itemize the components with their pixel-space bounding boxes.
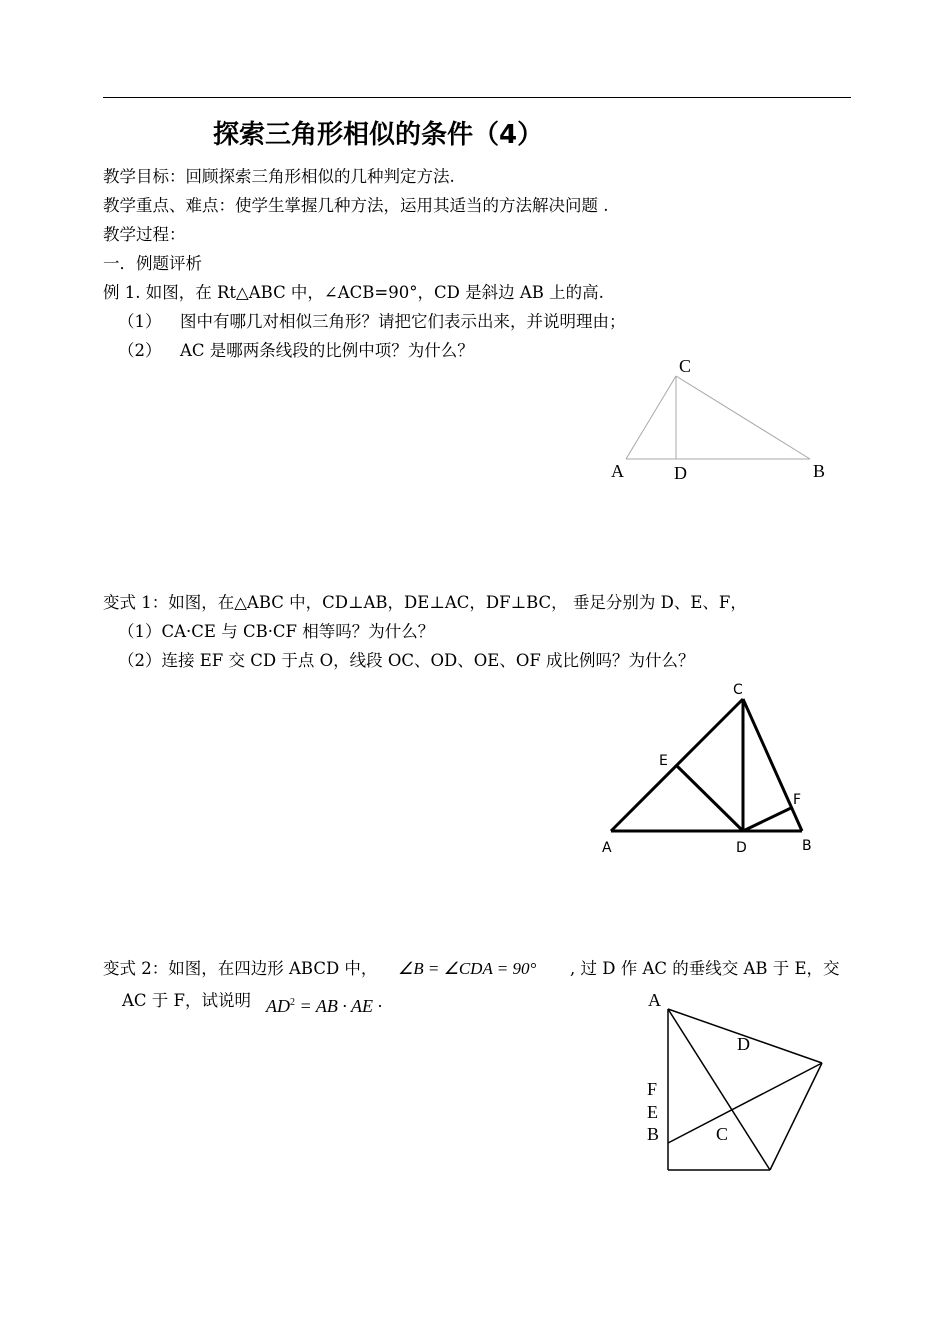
example1-stem: 例 1. 如图，在 Rt△ABC 中，∠ACB=90°，CD 是斜边 AB 上的高. [103,283,604,302]
segment-cb [676,376,810,459]
label-d: D [674,463,687,483]
variant2-formula-proof [266,992,382,1017]
label-c: C [733,682,743,698]
section-heading: 一．例题评析 [103,254,202,273]
segment-ac [626,376,676,459]
example1-q2-number: （2） [118,341,162,360]
variant2-stem-part2: , 过 D 作 AC 的垂线交 AB 于 E，交 [570,959,840,978]
segment-ac [668,1009,770,1170]
teaching-keypoints: 教学重点、难点：使学生掌握几种方法，运用其适当的方法解决问题 . [103,196,609,215]
example1-q2: AC 是哪两条线段的比例中项？为什么？ [180,341,474,360]
example1-q1: 图中有哪几对相似三角形？请把它们表示出来，并说明理由； [180,312,626,331]
label-c: C [679,356,692,376]
segment-dc [770,1063,822,1170]
teaching-objective: 教学目标：回顾探索三角形相似的几种判定方法. [103,167,455,186]
example1-figure [600,350,840,490]
label-f: F [647,1079,658,1099]
label-d: D [736,840,747,856]
segment-cb [743,699,802,831]
formula-exponent: 2 [290,997,295,1008]
variant2-formula-angles: ∠B = ∠CDA = 90° [398,959,537,978]
variant1-q2: （2）连接 EF 交 CD 于点 O，线段 OC、OD、OE、OF 成比例吗？为什么？ [118,651,695,670]
variant1-figure [595,675,825,860]
label-d: D [737,1034,750,1054]
variant2-stem-part1: 变式 2：如图，在四边形 ABCD 中， [103,959,378,978]
label-b: B [647,1124,660,1144]
teaching-process: 教学过程： [103,225,186,244]
variant2-figure [635,985,840,1180]
header-rule [103,97,851,98]
label-a: A [611,461,624,481]
variant2-stem-line2: AC 于 F，试说明 [122,991,251,1010]
page-title: 探索三角形相似的条件（4） [213,120,544,150]
label-b: B [802,838,812,854]
label-b: B [813,461,826,481]
label-a: A [602,840,612,856]
segment-de [677,766,743,831]
formula-lhs: AD [266,996,290,1016]
label-a: A [648,990,661,1010]
label-e: E [659,753,668,769]
segment-df [743,808,791,831]
variant1-stem: 变式 1：如图，在△ABC 中，CD⊥AB，DE⊥AC，DF⊥BC， 垂足分别为 D、E、F， [103,593,747,612]
formula-rhs: = AB · AE · [295,996,382,1016]
label-f: F [793,792,802,808]
variant1-q1: （1）CA·CE 与 CB·CF 相等吗？为什么？ [118,622,435,641]
example1-q1-number: （1） [118,312,162,331]
label-e: E [647,1102,658,1122]
label-c: C [716,1124,729,1144]
